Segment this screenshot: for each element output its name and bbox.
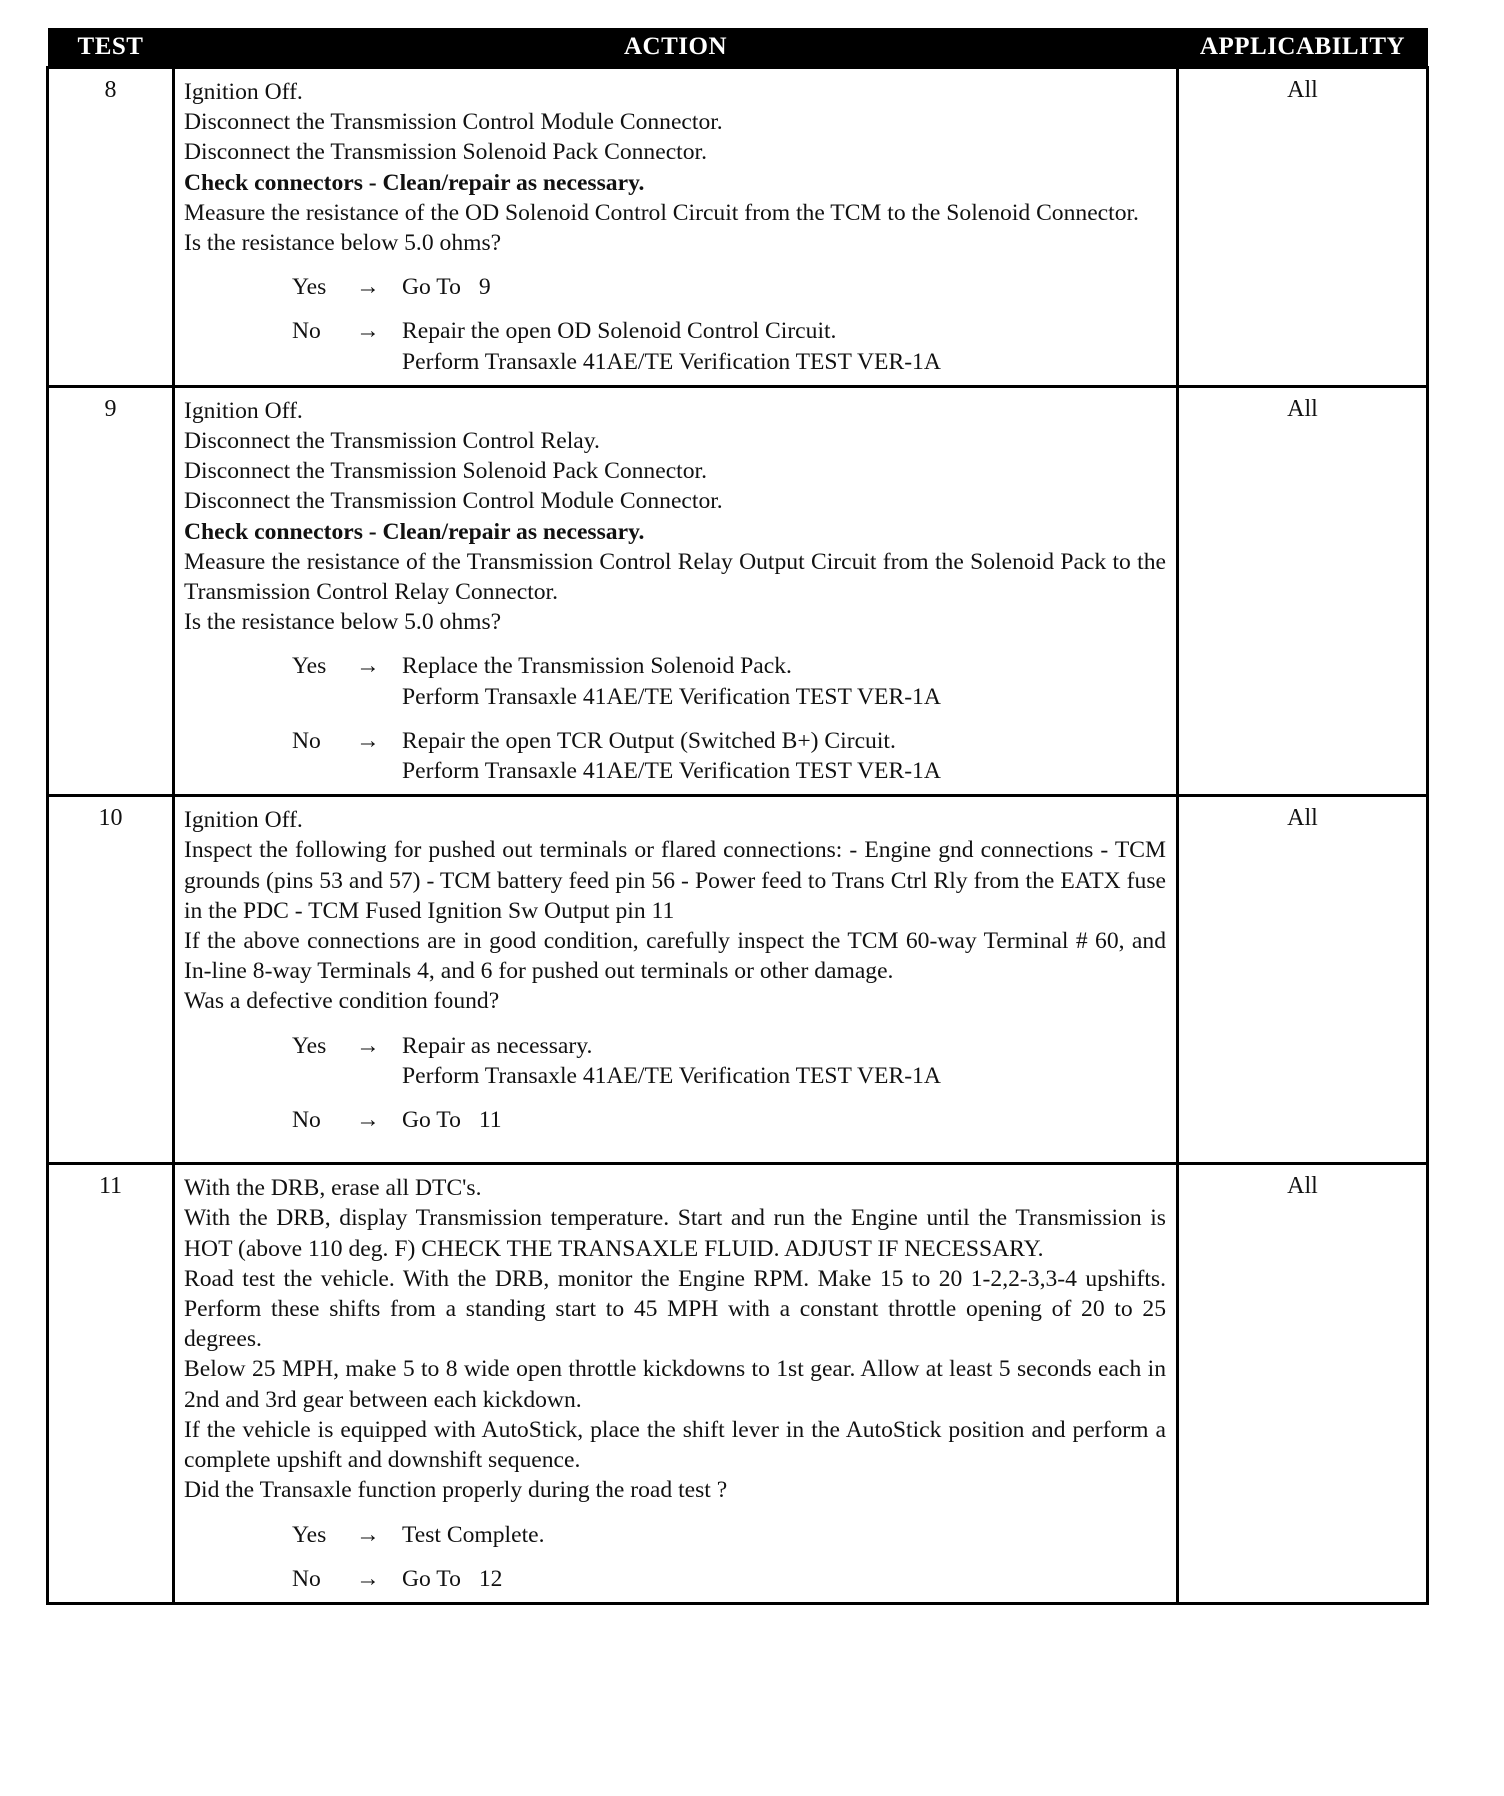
- instruction-line: Road test the vehicle. With the DRB, monitor the Engine RPM. Make 15 to 20 1-2,2-3,3-4 upshifts. Perform these shifts from a standing start to 45 MPH with a constant throttle opening of 20 to 25 degrees.: [184, 1265, 1166, 1353]
- answer-label: No: [292, 727, 321, 754]
- applicability-value: All: [1178, 796, 1428, 1164]
- check-instruction: Check connectors - Clean/repair as necessary.: [184, 518, 645, 545]
- instruction-line: Measure the resistance of the Transmission Control Relay Output Circuit from the Solenoid Pack to the Transmission Control Relay Connector.: [184, 548, 1166, 606]
- instruction-line: Disconnect the Transmission Control Module Connector.: [184, 109, 723, 136]
- answer-yes: [292, 1031, 1166, 1091]
- answer-action: [402, 316, 1166, 376]
- instruction-line: With the DRB, erase all DTC's.: [184, 1175, 482, 1202]
- goto-test-number: 12: [478, 1565, 503, 1592]
- arrow-icon: →: [356, 274, 380, 301]
- goto-line: [402, 1564, 1166, 1594]
- goto-line: [402, 272, 1166, 302]
- instruction-line: If the vehicle is equipped with AutoStick, place the shift lever in the AutoStick position and perform a complete upshift and downshift sequence.: [184, 1416, 1166, 1474]
- answer-action: [402, 272, 1166, 302]
- answer-list: [184, 651, 1166, 786]
- diagnostic-test-sheet: [46, 28, 1426, 1605]
- arrow-icon: →: [356, 1565, 380, 1592]
- arrow-icon: →: [356, 1032, 380, 1059]
- test-number: 10: [48, 796, 174, 1164]
- action-cell: [174, 796, 1178, 1164]
- table-row: [48, 386, 1428, 795]
- table-row: [48, 68, 1428, 387]
- table-body: [48, 68, 1428, 1604]
- applicability-value: All: [1178, 1164, 1428, 1604]
- action-cell: [174, 1164, 1178, 1604]
- header-applicability: APPLICABILITY: [1178, 28, 1428, 68]
- instruction-line: Ignition Off.: [184, 397, 303, 424]
- answer-action: [402, 651, 1166, 711]
- answer-list: [184, 272, 1166, 377]
- answer-action: [402, 1564, 1166, 1594]
- arrow-icon: →: [356, 727, 380, 754]
- goto-test-number: 9: [478, 274, 491, 301]
- instruction-line: Disconnect the Transmission Solenoid Pack Connector.: [184, 139, 707, 166]
- instruction-line: Ignition Off.: [184, 79, 303, 105]
- instruction-line: Ignition Off.: [184, 807, 303, 834]
- answer-no: [292, 1105, 1166, 1135]
- goto-label: Go To: [402, 274, 461, 301]
- instruction-line: Is the resistance below 5.0 ohms?: [184, 230, 502, 257]
- instruction-line: Is the resistance below 5.0 ohms?: [184, 609, 502, 636]
- answer-action-line: Perform Transaxle 41AE/TE Verification TEST VER-1A: [402, 758, 941, 785]
- answer-action-line: Repair the open TCR Output (Switched B+) Circuit.: [402, 727, 896, 754]
- answer-no: [292, 726, 1166, 786]
- action-cell: [174, 68, 1178, 387]
- header-action: ACTION: [174, 28, 1178, 68]
- answer-yes: [292, 272, 1166, 302]
- goto-label: Go To: [402, 1565, 461, 1592]
- applicability-value: All: [1178, 386, 1428, 795]
- answer-no: [292, 1564, 1166, 1594]
- answer-action: [402, 726, 1166, 786]
- check-instruction: Check connectors - Clean/repair as necessary.: [184, 169, 645, 196]
- header-test: TEST: [48, 28, 174, 68]
- instruction-line: Was a defective condition found?: [184, 988, 500, 1015]
- answer-label: Yes: [292, 653, 327, 680]
- answer-action-line: Repair the open OD Solenoid Control Circuit.: [402, 318, 837, 345]
- answer-action: [402, 1105, 1166, 1135]
- instruction-line: With the DRB, display Transmission temperature. Start and run the Engine until the Transmission is HOT (above 110 deg. F) CHECK THE TRANSAXLE FLUID. ADJUST IF NECESSARY.: [184, 1205, 1166, 1262]
- answer-label: Yes: [292, 1521, 327, 1548]
- diagnostic-table: [46, 28, 1429, 1605]
- answer-action-line: Perform Transaxle 41AE/TE Verification TEST VER-1A: [402, 1062, 941, 1089]
- answer-action: [402, 1520, 1166, 1550]
- table-row: [48, 796, 1428, 1164]
- answer-list: [184, 1520, 1166, 1594]
- test-number: 11: [48, 1164, 174, 1604]
- test-number: 8: [48, 68, 174, 387]
- answer-label: No: [292, 1107, 321, 1134]
- header-row: [48, 28, 1428, 68]
- instruction-line: Below 25 MPH, make 5 to 8 wide open throttle kickdowns to 1st gear. Allow at least 5 seconds each in 2nd and 3rd gear between each kickdown.: [184, 1356, 1166, 1413]
- answer-action-line: Test Complete.: [402, 1521, 545, 1548]
- instruction-line: Disconnect the Transmission Control Module Connector.: [184, 488, 723, 515]
- answer-action-line: Perform Transaxle 41AE/TE Verification TEST VER-1A: [402, 348, 941, 375]
- answer-yes: [292, 1520, 1166, 1550]
- answer-action: [402, 1031, 1166, 1091]
- table-row: [48, 1164, 1428, 1604]
- instruction-line: Disconnect the Transmission Control Relay.: [184, 428, 600, 455]
- action-cell: [174, 386, 1178, 795]
- goto-label: Go To: [402, 1107, 461, 1134]
- instruction-line: Disconnect the Transmission Solenoid Pack Connector.: [184, 458, 707, 485]
- answer-no: [292, 316, 1166, 376]
- instruction-line: Did the Transaxle function properly during the road test ?: [184, 1477, 728, 1504]
- arrow-icon: →: [356, 1107, 380, 1134]
- arrow-icon: →: [356, 1521, 380, 1548]
- test-number: 9: [48, 386, 174, 795]
- goto-test-number: 11: [478, 1107, 502, 1134]
- answer-action-line: Perform Transaxle 41AE/TE Verification TEST VER-1A: [402, 683, 941, 710]
- answer-yes: [292, 651, 1166, 711]
- answer-label: Yes: [292, 274, 327, 301]
- instruction-line: If the above connections are in good condition, carefully inspect the TCM 60-way Terminal # 60, and In-line 8-way Terminals 4, and 6 for pushed out terminals or other damage.: [184, 928, 1166, 985]
- goto-line: [402, 1105, 1166, 1135]
- answer-list: [184, 1031, 1166, 1136]
- arrow-icon: →: [356, 318, 380, 345]
- arrow-icon: →: [356, 653, 380, 680]
- answer-action-line: Repair as necessary.: [402, 1032, 593, 1059]
- answer-action-line: Replace the Transmission Solenoid Pack.: [402, 653, 792, 680]
- instruction-line: Measure the resistance of the OD Solenoid Control Circuit from the TCM to the Solenoid Connector.: [184, 199, 1139, 226]
- answer-label: Yes: [292, 1032, 327, 1059]
- answer-label: No: [292, 1565, 321, 1592]
- applicability-value: All: [1178, 68, 1428, 387]
- answer-label: No: [292, 318, 321, 345]
- instruction-line: Inspect the following for pushed out terminals or flared connections: - Engine gnd connections - TCM grounds (pins 53 and 57) - TCM battery feed pin 56 - Power feed to Trans Ctrl Rly from the EATX fuse in the PDC - TCM Fused Ignition Sw Output pin 11: [184, 837, 1166, 924]
